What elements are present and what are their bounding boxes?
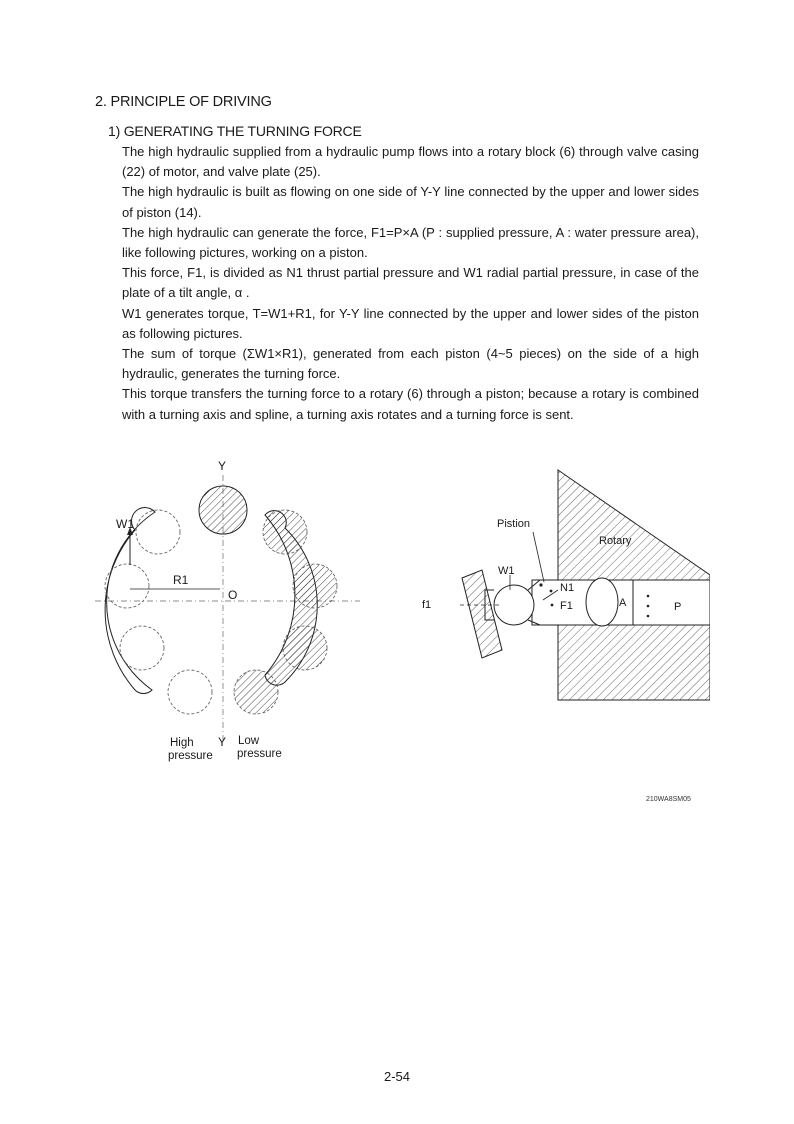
piston-layout-diagram <box>80 450 370 770</box>
piston-force-diagram <box>410 460 710 720</box>
piston-high <box>168 670 212 714</box>
paragraph: The sum of torque (ΣW1×R1), generated from each piston (4~5 pieces) on the side of a high hydraulic, generates the turning force. <box>122 346 699 382</box>
section-title: 2. PRINCIPLE OF DRIVING <box>95 94 272 110</box>
piston-high <box>105 564 149 608</box>
piston-low <box>234 670 278 714</box>
f1-label: F1 <box>560 600 573 612</box>
w1-label: W1 <box>116 517 134 531</box>
piston-label: Pistion <box>497 518 531 530</box>
piston-high <box>136 510 180 554</box>
piston-low <box>283 626 327 670</box>
subsection-title: 1) GENERATING THE TURNING FORCE <box>108 123 362 139</box>
n1-label: N1 <box>560 582 575 594</box>
rotary-block <box>558 470 710 580</box>
paragraph: W1 generates torque, T=W1+R1, for Y-Y line connected by the upper and lower sides of the piston as following pictures. <box>122 305 699 341</box>
body-text <box>122 142 699 425</box>
paragraph: The high hydraulic can generate the force, F1=P×A (P : supplied pressure, A : water pressure area), like following pictures, working on a piston. <box>122 224 699 261</box>
f1-lower-label: f1 <box>422 599 432 611</box>
origin-label: O <box>228 588 238 602</box>
piston-low <box>263 510 307 554</box>
paragraph: The high hydraulic supplied from a hydraulic pump flows into a rotary block (6) through valve casing (22) of motor, and valve plate (25). <box>122 144 699 180</box>
rotary-label: Rotary <box>599 535 632 547</box>
w1-label: W1 <box>498 565 515 577</box>
high-pressure-label: pressure <box>168 750 213 762</box>
piston-body <box>586 578 618 626</box>
y-top-label: Y <box>218 459 227 473</box>
low-pressure-label: pressure <box>237 748 282 760</box>
r1-label: R1 <box>173 573 189 587</box>
figure-code: 210WA8SM05 <box>646 796 691 803</box>
paragraph: This force, F1, is divided as N1 thrust partial pressure and W1 radial partial pressure, in case of the plate of a tilt angle, α . <box>122 265 699 301</box>
piston-top <box>199 486 247 534</box>
piston-high <box>120 626 164 670</box>
area-label: A <box>619 597 627 609</box>
paragraph: This torque transfers the turning force to a rotary (6) through a piston; because a rotary is combined with a turning axis and spline, a turning axis rotates and a turning force is sent. <box>122 386 699 422</box>
high-pressure-label: High <box>170 737 194 749</box>
piston-low <box>293 564 337 608</box>
piston-pointer <box>533 532 544 582</box>
low-pressure-label: Low <box>238 735 260 747</box>
y-bottom-label: Y <box>218 735 227 749</box>
paragraph: The high hydraulic is built as flowing on one side of Y-Y line connected by the upper and lower sides of piston (14). <box>122 184 699 220</box>
rotary-block <box>558 625 710 700</box>
page-number: 2-54 <box>383 1069 411 1084</box>
pressure-label: P <box>674 601 682 613</box>
